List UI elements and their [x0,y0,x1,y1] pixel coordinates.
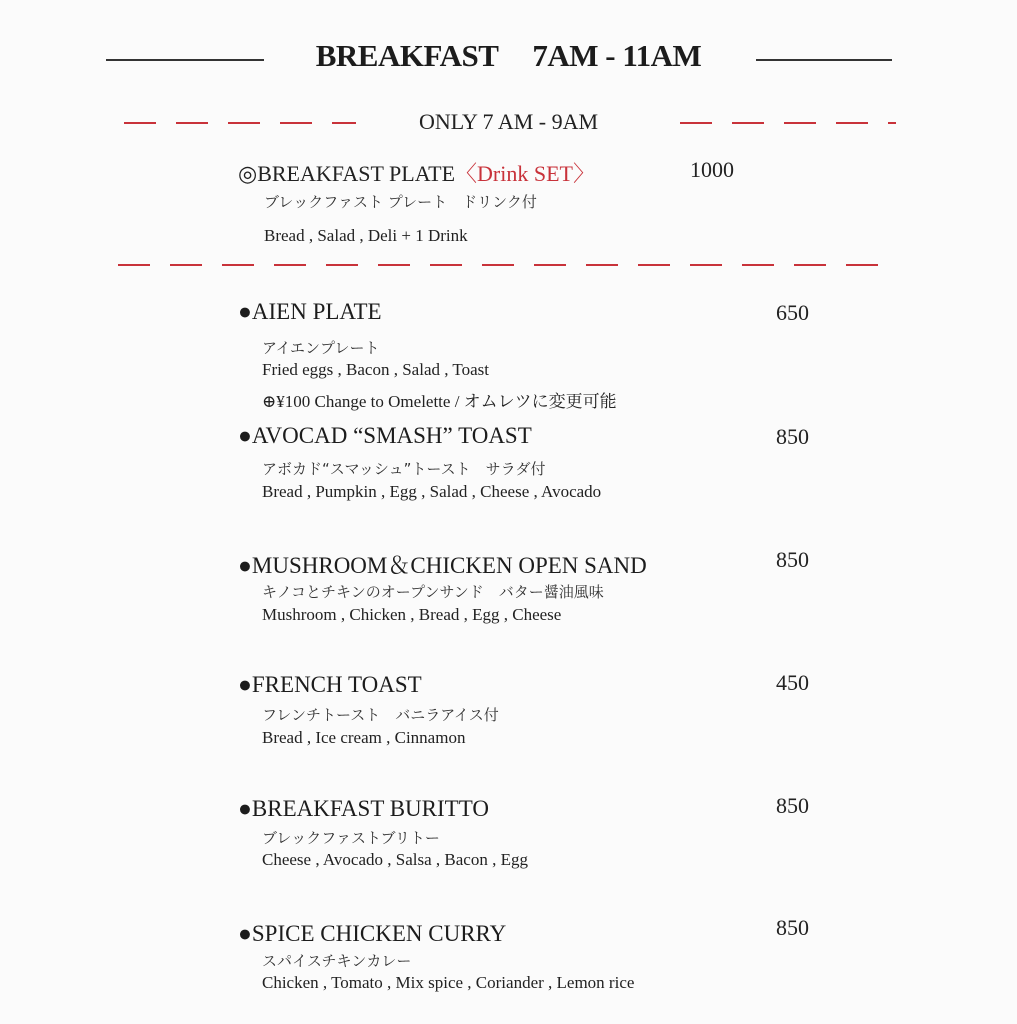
section-dash-divider [118,264,896,266]
menu-item-price: 850 [776,915,809,940]
menu-item-jp: アボカド“スマッシュ”トースト サラダ付 [262,460,546,478]
menu-item-jp: アイエンプレート [262,339,380,357]
menu-item-desc: Mushroom , Chicken , Bread , Egg , Cheese [262,605,562,624]
breakfast-set-price: 1000 [690,157,734,182]
menu-item-name: ●MUSHROOM＆CHICKEN OPEN SAND [238,553,647,578]
breakfast-set-jp: ブレックファスト プレート ドリンク付 [264,193,537,211]
menu-item-name: ●AVOCAD “SMASH” TOAST [238,423,532,448]
menu-item-name: ●FRENCH TOAST [238,672,422,697]
banner-dash-right [680,122,896,124]
menu-item-desc: Chicken , Tomato , Mix spice , Coriander , Lemon rice [262,973,635,992]
menu-item-name: ●BREAKFAST BURITTO [238,796,489,821]
menu-item-jp: ブレックファストブリトー [262,829,440,847]
menu-item-price: 650 [776,300,809,325]
menu-hours: 7AM - 11AM [532,38,702,73]
menu-item-jp: フレンチトースト バニラアイス付 [262,706,499,724]
menu-item-desc: Bread , Ice cream , Cinnamon [262,728,466,747]
menu-item-desc: Bread , Pumpkin , Egg , Salad , Cheese , Avocado [262,482,602,501]
breakfast-set-desc: Bread , Salad , Deli + 1 Drink [264,226,468,245]
menu-item-name: ●AIEN PLATE [238,299,382,324]
menu-item-name: ●SPICE CHICKEN CURRY [238,921,507,946]
menu-item-jp: スパイスチキンカレー [262,952,412,970]
set-name-text: ◎BREAKFAST PLATE [238,161,456,186]
title-rule-right [756,59,892,61]
menu-item-price: 850 [776,793,809,818]
drink-set-highlight: 〈Drink SET〉 [455,161,595,186]
menu-item-price: 850 [776,424,809,449]
page-title [0,38,1017,74]
menu-item-note: ⊕¥100 Change to Omelette / オムレツに変更可能 [262,392,617,411]
menu-section-title: BREAKFAST [315,38,499,73]
time-limited-banner: ONLY 7 AM - 9AM [418,109,599,134]
menu-item-desc: Fried eggs , Bacon , Salad , Toast [262,360,490,379]
menu-item-desc: Cheese , Avocado , Salsa , Bacon , Egg [262,850,528,869]
menu-item-price: 450 [776,670,809,695]
menu-item-price: 850 [776,547,809,572]
menu-item-jp: キノコとチキンのオープンサンド バター醤油風味 [262,583,604,601]
breakfast-set-name [238,157,595,188]
